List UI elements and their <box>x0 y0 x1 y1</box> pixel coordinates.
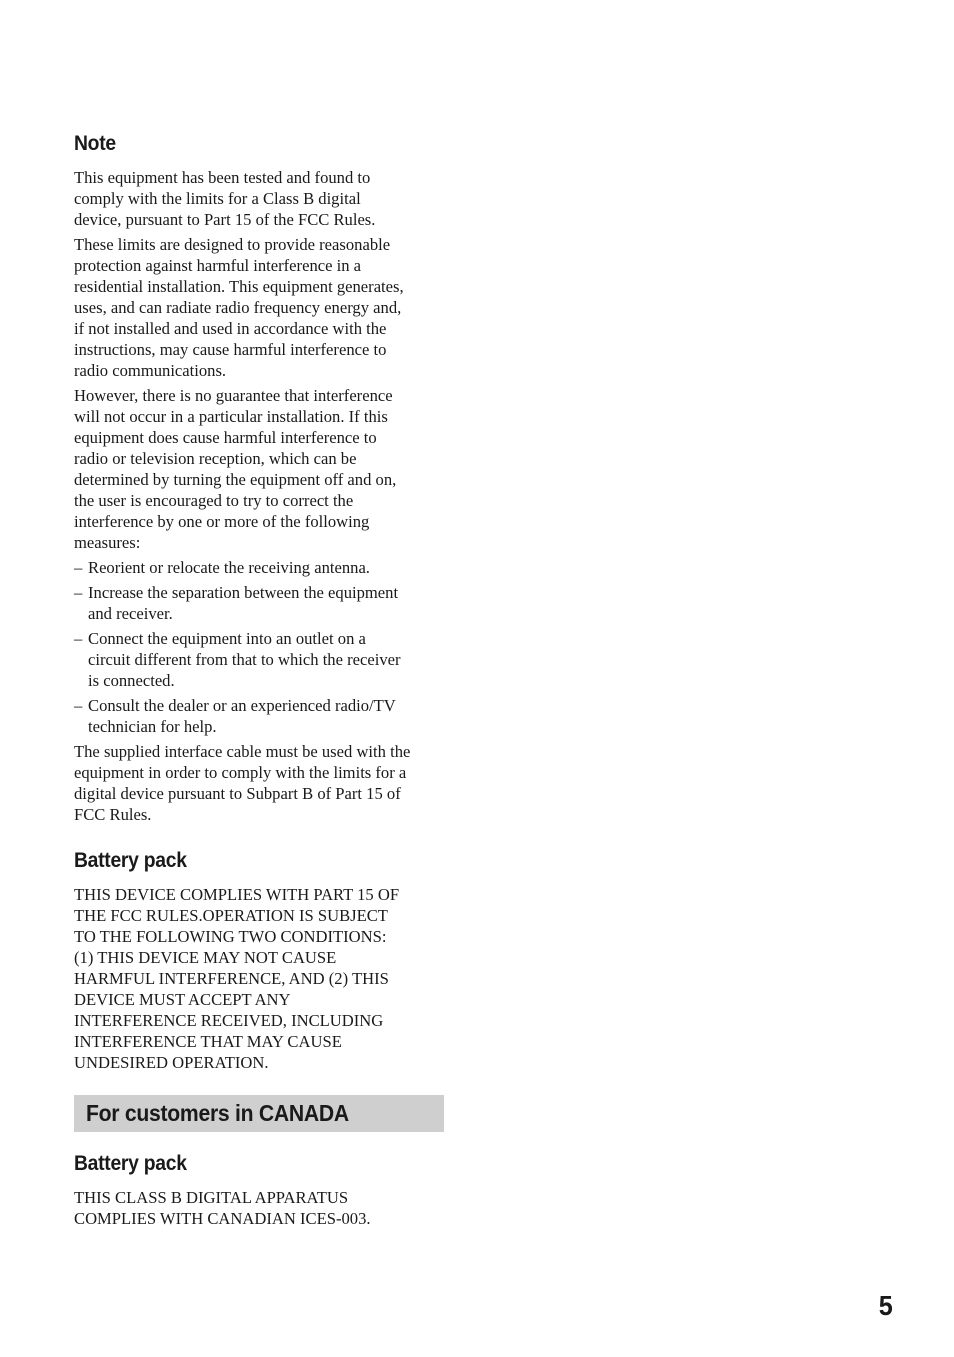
text-line: This equipment has been tested and found to <box>74 168 371 187</box>
text-line: interference by one or more of the following <box>74 512 370 531</box>
note-paragraph-3 <box>74 385 444 553</box>
canada-section-title: For customers in CANADA <box>86 1100 349 1126</box>
canada-section-banner <box>74 1095 444 1132</box>
dash-marker: – <box>74 696 83 715</box>
text-line: instructions, may cause harmful interference to <box>74 340 387 359</box>
dash-marker: – <box>74 558 83 577</box>
text-line: UNDESIRED OPERATION. <box>74 1053 269 1072</box>
list-item <box>74 628 444 691</box>
text-line: (1) THIS DEVICE MAY NOT CAUSE <box>74 948 337 967</box>
text-line: THIS DEVICE COMPLIES WITH PART 15 OF <box>74 885 400 904</box>
measures-list <box>74 557 444 737</box>
text-line: Reorient or relocate the receiving antenna. <box>88 558 370 577</box>
text-line: FCC Rules. <box>74 805 152 824</box>
note-paragraph-1 <box>74 167 444 230</box>
text-line: equipment does cause harmful interference to <box>74 428 377 447</box>
note-paragraph-2 <box>74 234 444 381</box>
page-number: 5 <box>879 1290 894 1321</box>
text-line: TO THE FOLLOWING TWO CONDITIONS: <box>74 927 387 946</box>
text-line: radio or television reception, which can be <box>74 449 357 468</box>
list-item <box>74 557 444 578</box>
text-line: determined by turning the equipment off and on, <box>74 470 397 489</box>
canada-battery-pack-paragraph <box>74 1187 444 1229</box>
main-column <box>74 130 444 1233</box>
text-line: device, pursuant to Part 15 of the FCC Rules. <box>74 210 376 229</box>
text-line: The supplied interface cable must be used with the <box>74 742 411 761</box>
dash-marker: – <box>74 583 83 602</box>
text-line: HARMFUL INTERFERENCE, AND (2) THIS <box>74 969 389 988</box>
text-line: will not occur in a particular installation. If this <box>74 407 388 426</box>
text-line: technician for help. <box>88 717 217 736</box>
text-line: circuit different from that to which the receiver <box>88 650 401 669</box>
text-line: and receiver. <box>88 604 173 623</box>
text-line: if not installed and used in accordance with the <box>74 319 387 338</box>
text-line: uses, and can radiate radio frequency energy and, <box>74 298 402 317</box>
text-line: comply with the limits for a Class B digital <box>74 189 361 208</box>
text-line: THE FCC RULES.OPERATION IS SUBJECT <box>74 906 388 925</box>
section-spacer <box>74 829 444 847</box>
canada-battery-pack-heading: Battery pack <box>74 1152 187 1175</box>
text-line: digital device pursuant to Subpart B of Part 15 of <box>74 784 401 803</box>
note-heading: Note <box>74 132 116 155</box>
text-line: INTERFERENCE THAT MAY CAUSE <box>74 1032 342 1051</box>
text-line: equipment in order to comply with the limits for a <box>74 763 407 782</box>
text-line: DEVICE MUST ACCEPT ANY <box>74 990 291 1009</box>
text-line: THIS CLASS B DIGITAL APPARATUS <box>74 1188 349 1207</box>
text-line: However, there is no guarantee that interference <box>74 386 393 405</box>
text-line: These limits are designed to provide reasonable <box>74 235 391 254</box>
text-line: Connect the equipment into an outlet on a <box>88 629 366 648</box>
text-line: measures: <box>74 533 141 552</box>
text-line: COMPLIES WITH CANADIAN ICES-003. <box>74 1209 371 1228</box>
text-line: Consult the dealer or an experienced radio/TV <box>88 696 396 715</box>
text-line: protection against harmful interference in a <box>74 256 362 275</box>
list-item <box>74 582 444 624</box>
text-line: residential installation. This equipment generates, <box>74 277 404 296</box>
dash-marker: – <box>74 629 83 648</box>
text-line: Increase the separation between the equipment <box>88 583 399 602</box>
text-line: radio communications. <box>74 361 227 380</box>
text-line: the user is encouraged to try to correct the <box>74 491 354 510</box>
note-paragraph-4 <box>74 741 444 825</box>
battery-pack-heading: Battery pack <box>74 849 187 872</box>
list-item <box>74 695 444 737</box>
battery-pack-paragraph <box>74 884 444 1073</box>
text-line: is connected. <box>88 671 175 690</box>
text-line: INTERFERENCE RECEIVED, INCLUDING <box>74 1011 384 1030</box>
